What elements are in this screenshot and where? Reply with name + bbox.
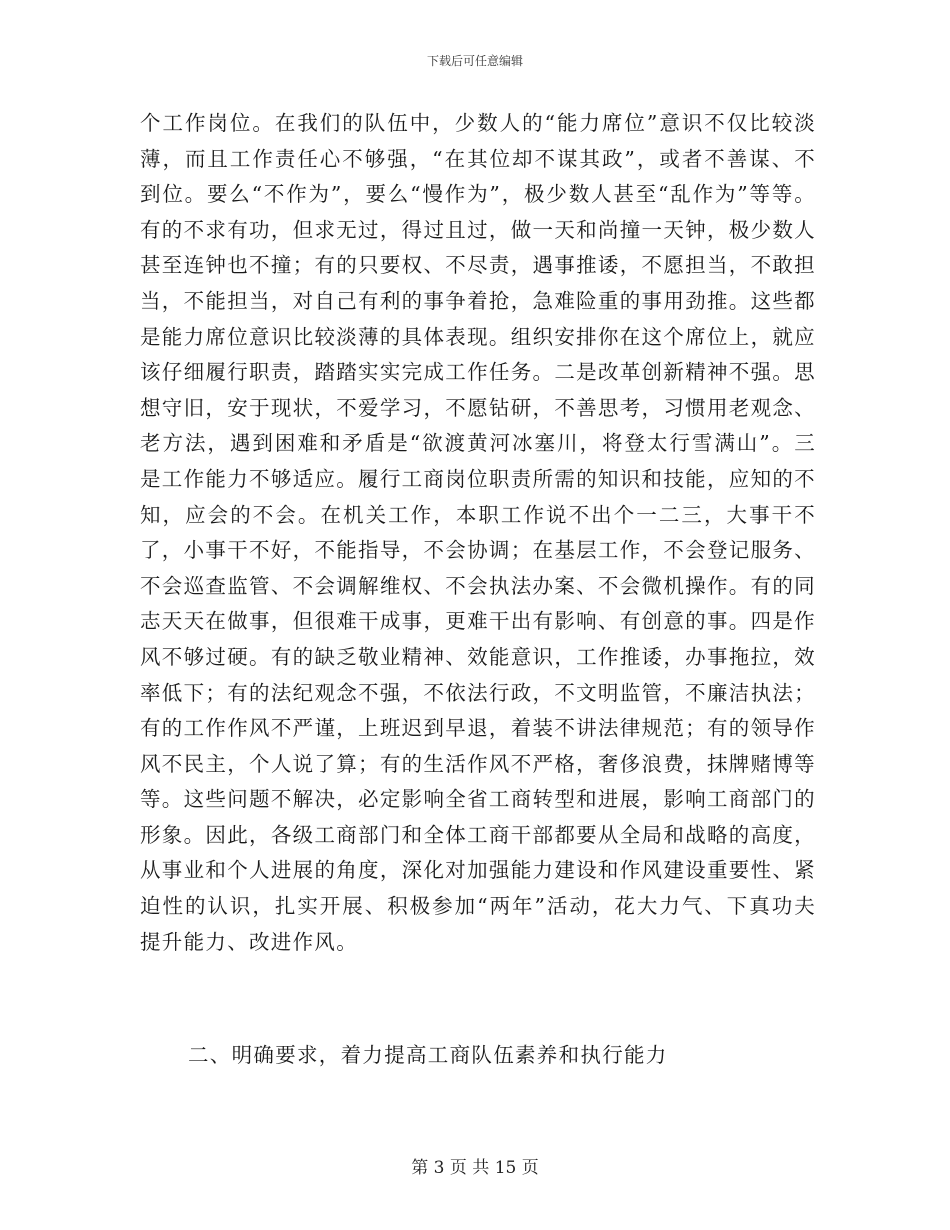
- page-number-footer: 第 3 页 共 15 页: [411, 1158, 539, 1178]
- page-header-note: 下载后可任意编辑: [426, 54, 523, 68]
- section-heading: 二、明确要求，着力提高工商队伍素养和执行能力: [188, 1043, 668, 1067]
- document-body: [140, 106, 816, 960]
- body-paragraph: 个工作岗位。在我们的队伍中，少数人的“能力席位”意识不仅比较淡薄，而且工作责任心不够强，“在其位却不谋其政”，或者不善谋、不到位。要么“不作为”，要么“慢作为”，极少数人甚至“乱作为”等等。有的不求有功，但求无过，得过且过，做一天和尚撞一天钟，极少数人甚至连钟也不撞；有的只要权、不尽责，遇事推诿，不愿担当，不敢担当，不能担当，对自己有利的事争着抢，急难险重的事用劲推。这些都是能力席位意识比较淡薄的具体表现。组织安排你在这个席位上，就应该仔细履行职责，踏踏实实完成工作任务。二是改革创新精神不强。思想守旧，安于现状，不爱学习，不愿钻研，不善思考，习惯用老观念、老方法，遇到困难和矛盾是“欲渡黄河冰塞川，将登太行雪满山”。三是工作能力不够适应。履行工商岗位职责所需的知识和技能，应知的不知，应会的不会。在机关工作，本职工作说不出个一二三，大事干不了，小事干不好，不能指导，不会协调；在基层工作，不会登记服务、不会巡查监管、不会调解维权、不会执法办案、不会微机操作。有的同志天天在做事，但很难干成事，更难干出有影响、有创意的事。四是作风不够过硬。有的缺乏敬业精神、效能意识，工作推诿，办事拖拉，效率低下；有的法纪观念不强，不依法行政，不文明监管，不廉洁执法；有的工作作风不严谨，上班迟到早退，着装不讲法律规范；有的领导作风不民主，个人说了算；有的生活作风不严格，奢侈浪费，抹牌赌博等等。这些问题不解决，必定影响全省工商转型和进展，影响工商部门的形象。因此，各级工商部门和全体工商干部都要从全局和战略的高度，从事业和个人进展的角度，深化对加强能力建设和作风建设重要性、紧迫性的认识，扎实开展、积极参加“两年”活动，花大力气、下真功夫提升能力、改进作风。: [140, 111, 816, 954]
